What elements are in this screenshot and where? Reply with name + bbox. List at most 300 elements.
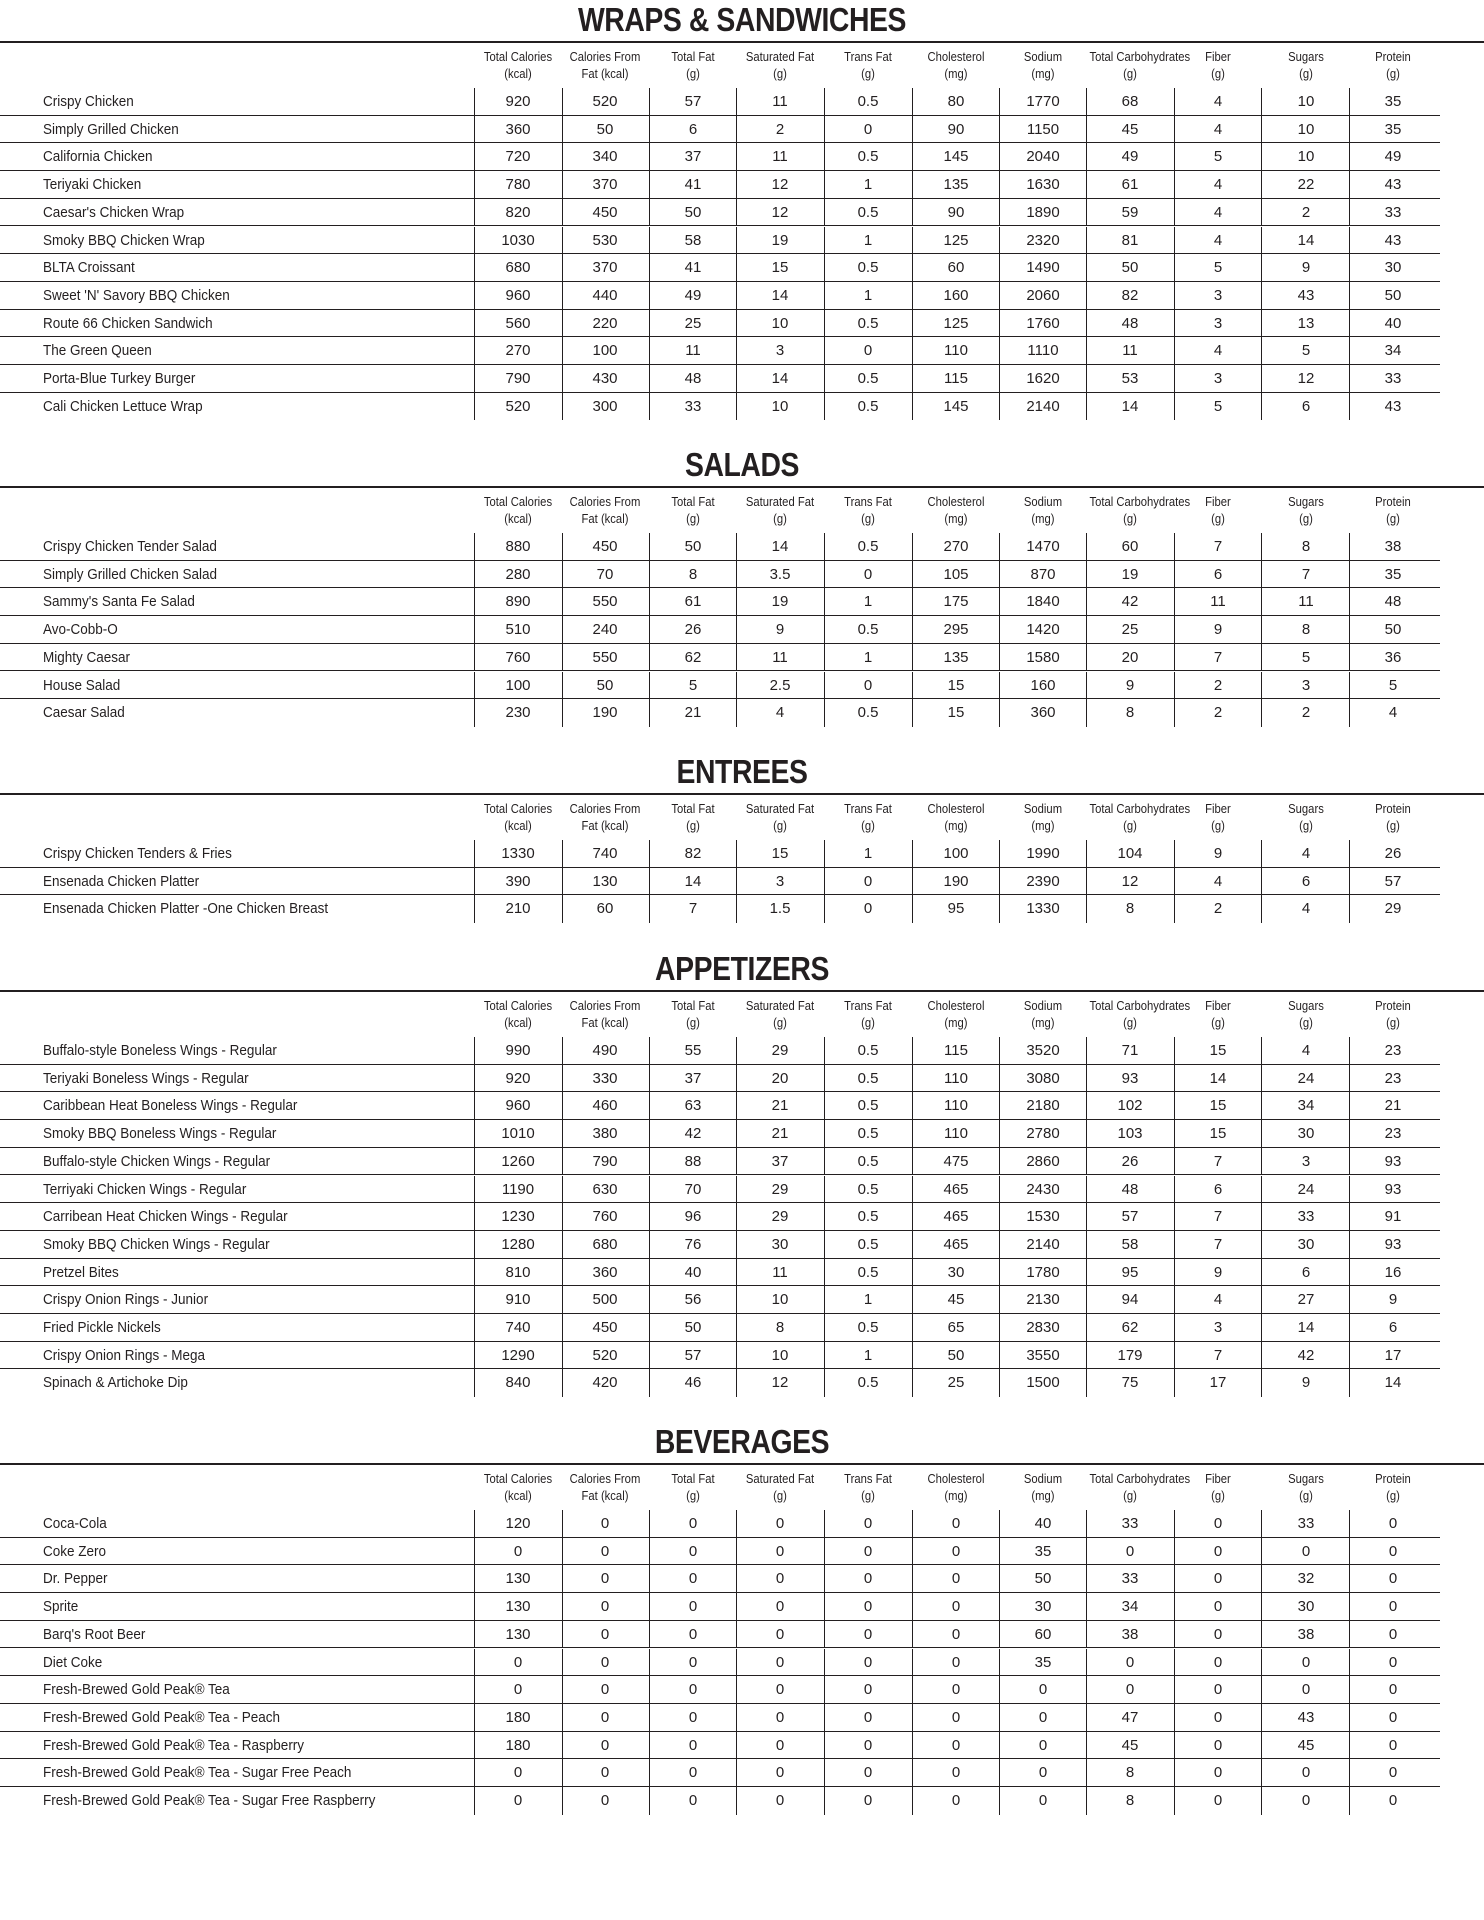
nutrient-value: 9 <box>775 621 785 639</box>
column-divider <box>1261 1510 1262 1538</box>
item-name: Fried Pickle Nickels <box>43 1319 161 1336</box>
column-header <box>565 494 646 530</box>
nutrient-value: 0 <box>688 1792 698 1809</box>
nutrient-value: 105 <box>943 565 969 583</box>
column-divider <box>1174 1314 1175 1342</box>
nutrient-value: 0 <box>600 1764 610 1782</box>
nutrient-value: 1990 <box>1026 845 1060 862</box>
nutrient-value: 60 <box>947 259 965 277</box>
nutrient-value: 88 <box>684 1152 702 1170</box>
column-divider <box>824 1621 825 1649</box>
column-divider <box>912 1231 913 1259</box>
column-divider <box>1174 616 1175 644</box>
column-divider <box>474 1621 475 1649</box>
nutrient-value: 0 <box>688 1708 698 1726</box>
nutrient-value: 57 <box>684 93 702 110</box>
nutrient-value: 1230 <box>501 1208 535 1226</box>
nutrient-value: 33 <box>1384 370 1402 387</box>
table-row <box>0 644 1484 672</box>
column-header-line2: Fat (kcal) <box>581 512 629 526</box>
table-row <box>0 1704 1484 1732</box>
nutrient-value: 60 <box>1034 1625 1052 1643</box>
nutrient-value: 0 <box>513 1764 523 1782</box>
column-header-line1: Total Fat <box>671 1472 715 1486</box>
section-title: WRAPS & SANDWICHES <box>577 1 907 38</box>
column-divider <box>1261 840 1262 868</box>
column-divider <box>824 1538 825 1566</box>
column-divider <box>824 199 825 227</box>
nutrient-value: 1890 <box>1026 203 1060 221</box>
column-divider <box>1261 143 1262 171</box>
column-divider <box>649 1120 650 1148</box>
nutrient-value: 6 <box>1301 1263 1311 1281</box>
nutrient-value: 35 <box>1034 1653 1052 1671</box>
nutrient-value: 41 <box>684 259 702 277</box>
nutrient-value: 0 <box>951 1736 961 1754</box>
column-divider <box>999 393 1000 421</box>
column-divider <box>1349 310 1350 338</box>
column-divider <box>1174 1538 1175 1566</box>
column-divider <box>474 561 475 589</box>
column-divider <box>999 1342 1000 1370</box>
column-divider <box>824 1676 825 1704</box>
nutrient-value: 30 <box>771 1235 789 1253</box>
nutrient-value: 0.5 <box>857 1374 879 1392</box>
column-divider <box>736 1676 737 1704</box>
column-divider <box>562 1510 563 1538</box>
nutrient-value: 10 <box>1297 120 1315 138</box>
nutrient-value: 190 <box>592 704 618 722</box>
column-divider <box>999 840 1000 868</box>
nutrient-value: 450 <box>592 203 618 221</box>
column-header <box>653 998 734 1034</box>
nutrient-value: 50 <box>596 676 614 694</box>
column-divider <box>1174 254 1175 282</box>
item-name: Coke Zero <box>43 1542 107 1560</box>
nutrient-value: 890 <box>505 593 531 611</box>
column-header <box>478 801 559 837</box>
column-header-line2: Fat (kcal) <box>581 1016 629 1030</box>
nutrient-value: 0 <box>951 1570 961 1588</box>
column-divider <box>1349 1510 1350 1538</box>
column-divider <box>824 1787 825 1815</box>
nutrient-value: 96 <box>684 1208 702 1226</box>
nutrient-value: 95 <box>1121 1263 1139 1281</box>
nutrient-value: 0 <box>1038 1792 1048 1809</box>
column-divider <box>474 1037 475 1065</box>
column-divider <box>562 1286 563 1314</box>
nutrient-value: 1620 <box>1026 370 1060 387</box>
nutrient-value: 0.5 <box>857 704 879 722</box>
item-name: Sweet 'N' Savory BBQ Chicken <box>43 286 230 304</box>
nutrient-value: 0 <box>1213 1736 1223 1754</box>
column-header <box>653 1471 734 1507</box>
nutrient-value: 93 <box>1384 1235 1402 1253</box>
column-divider <box>999 199 1000 227</box>
nutrient-value: 17 <box>1209 1374 1227 1392</box>
column-divider <box>736 1148 737 1176</box>
nutrient-value: 0 <box>1125 1653 1135 1671</box>
column-divider <box>999 1203 1000 1231</box>
nutrient-value: 0 <box>1213 1653 1223 1671</box>
column-divider <box>999 672 1000 700</box>
nutrient-value: 102 <box>1117 1097 1143 1115</box>
nutrient-value: 130 <box>505 1570 531 1588</box>
column-divider <box>736 1538 737 1566</box>
column-header <box>1003 494 1084 530</box>
column-divider <box>824 88 825 116</box>
nutrient-value: 0 <box>951 1764 961 1782</box>
column-divider <box>1349 1037 1350 1065</box>
nutrient-value: 0.5 <box>857 370 879 387</box>
nutrient-value: 93 <box>1384 1180 1402 1198</box>
column-divider <box>1086 1148 1087 1176</box>
column-divider <box>1261 533 1262 561</box>
nutrient-value: 4 <box>1213 93 1223 110</box>
column-divider <box>562 1538 563 1566</box>
column-divider <box>736 116 737 144</box>
nutrient-value: 11 <box>772 648 788 666</box>
column-divider <box>474 393 475 421</box>
nutrient-value: 19 <box>771 231 789 249</box>
nutrient-value: 55 <box>684 1042 702 1059</box>
column-header <box>653 49 734 85</box>
column-divider <box>1174 143 1175 171</box>
item-name: Spinach & Artichoke Dip <box>43 1374 188 1392</box>
nutrient-value: 7 <box>1213 1235 1223 1253</box>
table-row <box>0 1286 1484 1314</box>
column-divider <box>912 116 913 144</box>
nutrient-value: 280 <box>505 565 531 583</box>
column-divider <box>912 1369 913 1397</box>
nutrient-value: 8 <box>1301 621 1311 639</box>
column-divider <box>999 310 1000 338</box>
nutrient-value: 50 <box>684 538 702 555</box>
nutrient-value: 1470 <box>1026 538 1060 555</box>
column-divider <box>912 1621 913 1649</box>
column-divider <box>474 1314 475 1342</box>
nutrient-value: 295 <box>943 621 969 639</box>
column-divider <box>999 282 1000 310</box>
column-divider <box>912 365 913 393</box>
nutrient-value: 680 <box>505 259 531 277</box>
nutrient-value: 58 <box>1121 1235 1139 1253</box>
nutrient-value: 14 <box>1297 231 1315 249</box>
column-divider <box>474 337 475 365</box>
column-divider <box>1349 254 1350 282</box>
nutrient-value: 21 <box>771 1097 789 1115</box>
nutrient-value: 42 <box>1297 1346 1315 1364</box>
column-divider <box>1261 1259 1262 1287</box>
nutrient-value: 0 <box>1213 1764 1223 1782</box>
column-header-line2: (g) <box>1211 512 1225 526</box>
column-divider <box>999 588 1000 616</box>
nutrient-value: 7 <box>1213 538 1223 555</box>
nutrient-value: 25 <box>1121 621 1139 639</box>
column-divider <box>824 588 825 616</box>
column-divider <box>912 644 913 672</box>
nutrient-value: 0 <box>600 1598 610 1616</box>
nutrient-value: 50 <box>596 120 614 138</box>
column-divider <box>649 1231 650 1259</box>
column-divider <box>999 1704 1000 1732</box>
nutrient-value: 990 <box>505 1042 531 1059</box>
column-divider <box>912 1314 913 1342</box>
item-name: Buffalo-style Boneless Wings - Regular <box>43 1042 277 1059</box>
column-divider <box>1349 199 1350 227</box>
column-divider <box>474 1148 475 1176</box>
nutrient-value: 15 <box>1209 1097 1227 1115</box>
nutrient-value: 61 <box>684 593 702 611</box>
column-divider <box>736 616 737 644</box>
nutrient-value: 9 <box>1388 1291 1398 1309</box>
nutrient-value: 2430 <box>1026 1180 1060 1198</box>
table-row <box>0 227 1484 255</box>
column-divider <box>999 1120 1000 1148</box>
nutrient-value: 820 <box>505 203 531 221</box>
nutrient-value: 330 <box>592 1069 618 1087</box>
item-name: Smoky BBQ Chicken Wrap <box>43 231 205 249</box>
column-header-line1: Calories From <box>569 999 641 1013</box>
column-divider <box>999 1037 1000 1065</box>
nutrient-value: 0.5 <box>857 1208 879 1226</box>
column-divider <box>562 254 563 282</box>
nutrient-value: 8 <box>1125 1792 1135 1809</box>
table-row <box>0 1120 1484 1148</box>
nutrient-value: 8 <box>688 565 698 583</box>
nutrient-value: 465 <box>943 1235 969 1253</box>
nutrient-value: 8 <box>775 1319 785 1336</box>
nutrient-value: 50 <box>1384 621 1402 639</box>
nutrient-value: 45 <box>1121 120 1139 138</box>
column-divider <box>912 561 913 589</box>
nutrient-value: 520 <box>592 1346 618 1364</box>
column-header <box>1178 49 1259 85</box>
nutrient-value: 34 <box>1297 1097 1315 1115</box>
nutrient-value: 63 <box>684 1097 702 1115</box>
item-name: Pretzel Bites <box>43 1263 119 1281</box>
nutrient-value: 0 <box>775 1653 785 1671</box>
column-header-line2: (mg) <box>944 1489 968 1503</box>
column-divider <box>474 88 475 116</box>
column-header <box>1089 49 1191 85</box>
item-name: Caesar Salad <box>43 704 125 722</box>
column-divider <box>912 1176 913 1204</box>
column-divider <box>912 337 913 365</box>
column-divider <box>736 227 737 255</box>
column-divider <box>649 1759 650 1787</box>
column-divider <box>824 171 825 199</box>
nutrient-value: 145 <box>943 148 969 166</box>
nutrient-value: 0 <box>1388 1681 1398 1699</box>
column-divider <box>1349 1369 1350 1397</box>
column-divider <box>1174 672 1175 700</box>
column-divider <box>649 116 650 144</box>
item-name: Fresh-Brewed Gold Peak® Tea - Sugar Free Peach <box>43 1764 352 1782</box>
nutrient-value: 550 <box>592 648 618 666</box>
column-divider <box>1349 1092 1350 1120</box>
column-header-line1: Saturated Fat <box>745 1472 815 1486</box>
column-divider <box>736 1704 737 1732</box>
nutrient-value: 2320 <box>1026 231 1060 249</box>
item-name: Diet Coke <box>43 1653 103 1671</box>
nutrient-value: 0.5 <box>857 397 879 415</box>
column-divider <box>1261 1065 1262 1093</box>
nutrient-value: 5 <box>1301 342 1311 360</box>
nutrient-value: 5 <box>1301 648 1311 666</box>
column-header-line1: Total Carbohydrates <box>1089 50 1191 64</box>
nutrient-value: 0 <box>688 1515 698 1532</box>
column-header-line1: Total Fat <box>671 50 715 64</box>
nutrient-value: 58 <box>684 231 702 249</box>
column-divider <box>1174 1510 1175 1538</box>
nutrient-value: 0.5 <box>857 314 879 332</box>
nutrient-value: 4 <box>1213 203 1223 221</box>
nutrient-value: 0 <box>1388 1764 1398 1782</box>
column-header-line2: (g) <box>686 1489 700 1503</box>
column-header <box>740 494 821 530</box>
column-divider <box>474 1342 475 1370</box>
column-header <box>916 801 997 837</box>
column-divider <box>736 1231 737 1259</box>
nutrient-value: 720 <box>505 148 531 166</box>
column-divider <box>562 1593 563 1621</box>
nutrient-value: 50 <box>1034 1570 1052 1588</box>
nutrient-value: 430 <box>592 370 618 387</box>
nutrient-value: 0.5 <box>857 148 879 166</box>
column-divider <box>1086 1621 1087 1649</box>
nutrient-value: 9 <box>1213 1263 1223 1281</box>
nutrient-value: 6 <box>1301 872 1311 890</box>
column-header-line1: Total Carbohydrates <box>1089 495 1191 509</box>
column-divider <box>999 1510 1000 1538</box>
nutrient-value: 60 <box>596 900 614 918</box>
column-header-line2: (mg) <box>1031 67 1055 81</box>
nutrient-value: 130 <box>505 1625 531 1643</box>
column-divider <box>474 1704 475 1732</box>
column-header-line1: Fiber <box>1205 999 1231 1013</box>
column-header <box>478 494 559 530</box>
nutrient-value: 0 <box>775 1736 785 1754</box>
nutrient-value: 1840 <box>1026 593 1060 611</box>
column-header-line2: (g) <box>1211 1016 1225 1030</box>
nutrient-value: 0 <box>863 1681 873 1699</box>
nutrient-value: 34 <box>1121 1598 1139 1616</box>
column-divider <box>1086 1649 1087 1677</box>
column-divider <box>912 1787 913 1815</box>
column-divider <box>999 1759 1000 1787</box>
nutrient-value: 0 <box>1213 1681 1223 1699</box>
column-divider <box>1086 282 1087 310</box>
nutrient-value: 130 <box>592 872 618 890</box>
column-divider <box>649 1732 650 1760</box>
column-divider <box>824 840 825 868</box>
nutrient-value: 43 <box>1384 397 1402 415</box>
nutrient-value: 110 <box>944 342 968 360</box>
column-divider <box>474 1538 475 1566</box>
column-divider <box>1261 1092 1262 1120</box>
column-header <box>653 494 734 530</box>
item-name: Sammy's Santa Fe Salad <box>43 593 195 611</box>
item-name: Porta-Blue Turkey Burger <box>43 370 196 387</box>
nutrient-value: 12 <box>1297 370 1315 387</box>
column-divider <box>912 1120 913 1148</box>
column-divider <box>649 840 650 868</box>
column-divider <box>474 143 475 171</box>
column-divider <box>649 672 650 700</box>
nutrient-value: 4 <box>1213 231 1223 249</box>
nutrient-value: 48 <box>1121 314 1139 332</box>
column-header-line2: (g) <box>1299 1016 1313 1030</box>
nutrient-value: 115 <box>944 1042 968 1059</box>
nutrient-value: 0 <box>600 1542 610 1560</box>
nutrient-value: 3 <box>1213 370 1223 387</box>
nutrient-value: 0 <box>775 1542 785 1560</box>
column-divider <box>562 1148 563 1176</box>
column-divider <box>1349 393 1350 421</box>
column-divider <box>736 1565 737 1593</box>
nutrient-value: 14 <box>771 370 789 387</box>
column-divider <box>736 588 737 616</box>
column-header-line2: (g) <box>1386 819 1400 833</box>
column-divider <box>649 393 650 421</box>
column-header <box>478 998 559 1034</box>
column-divider <box>736 644 737 672</box>
column-divider <box>1086 1120 1087 1148</box>
nutrient-value: 14 <box>684 872 702 890</box>
nutrient-value: 180 <box>505 1736 531 1754</box>
nutrient-value: 2 <box>775 120 785 138</box>
section-rule <box>0 793 1484 795</box>
item-name: Carribean Heat Chicken Wings - Regular <box>43 1208 288 1226</box>
column-divider <box>1349 1176 1350 1204</box>
nutrient-value: 810 <box>505 1263 531 1281</box>
column-divider <box>1086 588 1087 616</box>
column-header-line1: Saturated Fat <box>745 999 815 1013</box>
nutrient-value: 10 <box>771 1346 789 1364</box>
nutrient-value: 110 <box>944 1125 968 1143</box>
column-divider <box>1086 1565 1087 1593</box>
item-name: Fresh-Brewed Gold Peak® Tea - Raspberry <box>43 1736 305 1754</box>
item-name: Coca-Cola <box>43 1515 107 1532</box>
nutrient-value: 0 <box>513 1792 523 1809</box>
column-divider <box>562 1065 563 1093</box>
column-divider <box>474 616 475 644</box>
column-header-line2: (g) <box>1386 67 1400 81</box>
column-divider <box>824 616 825 644</box>
column-divider <box>736 1286 737 1314</box>
nutrient-value: 0 <box>951 1515 961 1532</box>
nutrient-value: 48 <box>1121 1180 1139 1198</box>
column-divider <box>474 533 475 561</box>
nutrient-value: 0 <box>1388 1736 1398 1754</box>
column-divider <box>1086 310 1087 338</box>
column-divider <box>736 699 737 727</box>
nutrient-value: 26 <box>1384 845 1402 862</box>
column-divider <box>474 254 475 282</box>
column-divider <box>999 1649 1000 1677</box>
column-divider <box>562 1176 563 1204</box>
column-divider <box>912 1510 913 1538</box>
nutrient-value: 520 <box>505 397 531 415</box>
nutrient-value: 0 <box>863 1653 873 1671</box>
column-divider <box>824 365 825 393</box>
column-divider <box>912 1092 913 1120</box>
column-header <box>478 49 559 85</box>
nutrient-value: 33 <box>1121 1570 1139 1588</box>
column-divider <box>474 1565 475 1593</box>
section-rule <box>0 990 1484 992</box>
